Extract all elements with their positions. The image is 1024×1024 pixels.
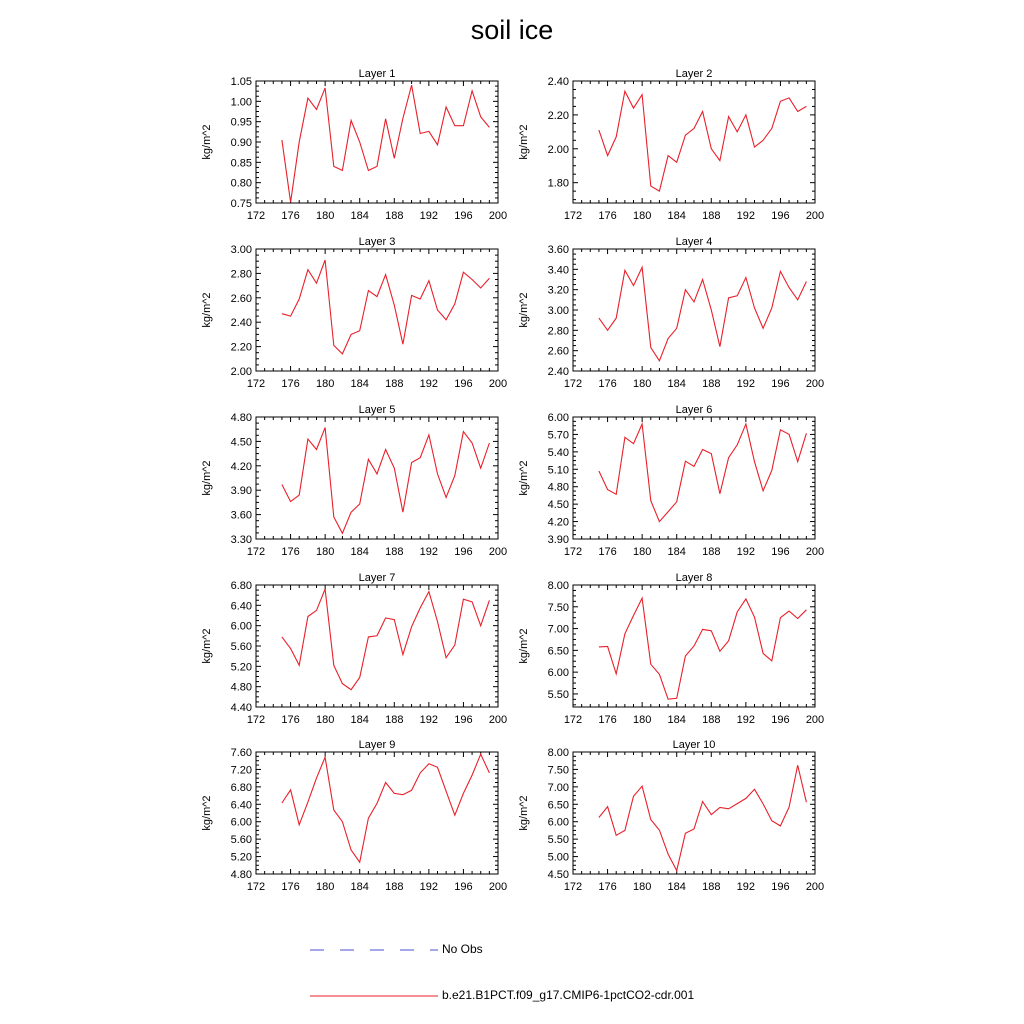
- panel-title: Layer 10: [672, 739, 716, 751]
- y-tick-label: 2.00: [230, 366, 252, 378]
- x-tick-label: 192: [736, 546, 756, 558]
- y-tick-label: 5.70: [547, 429, 569, 442]
- y-tick-label: 8.00: [547, 747, 569, 759]
- y-tick-label: 6.00: [547, 412, 569, 424]
- panel-title: Layer 4: [675, 236, 713, 248]
- x-tick-label: 176: [281, 378, 300, 390]
- x-tick-label: 176: [281, 546, 300, 558]
- y-tick-label: 6.80: [230, 781, 252, 794]
- y-tick-label: 0.85: [230, 157, 252, 170]
- panel-layer-9: [201, 739, 507, 893]
- x-tick-label: 200: [488, 210, 508, 222]
- x-tick-label: 180: [632, 210, 652, 222]
- legend-line-solid: [310, 988, 440, 1004]
- series-line: [282, 589, 490, 690]
- y-tick-label: 7.00: [547, 623, 569, 636]
- y-tick-label: 5.20: [230, 661, 252, 674]
- x-tick-label: 196: [771, 210, 790, 222]
- x-tick-label: 192: [736, 378, 756, 390]
- y-tick-label: 2.40: [547, 76, 569, 88]
- x-tick-label: 172: [246, 378, 266, 390]
- x-tick-label: 200: [805, 714, 825, 726]
- y-axis-label: kg/m^2: [201, 460, 213, 496]
- x-tick-label: 172: [246, 546, 266, 558]
- panel-title: Layer 6: [675, 404, 713, 416]
- x-tick-label: 196: [454, 210, 473, 222]
- y-tick-label: 5.50: [547, 688, 569, 701]
- plot-frame: [256, 585, 498, 707]
- plot-frame: [256, 417, 498, 539]
- x-tick-label: 176: [281, 881, 300, 893]
- x-tick-label: 176: [598, 881, 617, 893]
- y-tick-label: 0.90: [230, 137, 252, 149]
- x-tick-label: 200: [805, 881, 825, 893]
- x-tick-label: 184: [667, 546, 686, 558]
- y-tick-label: 0.75: [230, 198, 252, 210]
- y-tick-label: 3.60: [230, 509, 252, 522]
- x-tick-label: 188: [702, 546, 721, 558]
- y-tick-label: 2.40: [230, 317, 252, 330]
- y-tick-label: 6.00: [547, 667, 569, 680]
- y-tick-label: 3.60: [547, 244, 569, 256]
- x-tick-label: 196: [771, 881, 790, 893]
- figure-title: soil ice: [470, 15, 554, 45]
- y-tick-label: 3.00: [547, 305, 569, 317]
- y-axis-label: kg/m^2: [518, 124, 530, 160]
- y-tick-label: 3.00: [230, 244, 252, 256]
- x-tick-label: 180: [315, 881, 335, 893]
- y-tick-label: 5.40: [547, 446, 569, 459]
- y-tick-label: 2.40: [547, 366, 569, 378]
- panel-title: Layer 9: [358, 739, 396, 751]
- y-tick-label: 4.40: [230, 702, 252, 714]
- y-tick-label: 4.20: [547, 516, 569, 529]
- x-tick-label: 172: [563, 714, 583, 726]
- y-axis-label: kg/m^2: [201, 795, 213, 831]
- y-tick-label: 3.40: [547, 264, 569, 277]
- y-tick-label: 4.50: [547, 869, 569, 881]
- x-tick-label: 184: [350, 378, 369, 390]
- x-tick-label: 180: [315, 210, 335, 222]
- x-tick-label: 176: [598, 546, 617, 558]
- plot-frame: [256, 81, 498, 203]
- y-tick-label: 7.50: [547, 764, 569, 777]
- x-tick-label: 192: [419, 714, 439, 726]
- y-tick-label: 2.00: [547, 143, 569, 156]
- y-tick-label: 2.20: [230, 341, 252, 354]
- series-line: [599, 765, 807, 870]
- x-tick-label: 188: [702, 210, 721, 222]
- y-tick-label: 7.60: [230, 747, 252, 759]
- plot-frame: [573, 81, 815, 203]
- x-tick-label: 180: [315, 714, 335, 726]
- x-tick-label: 176: [281, 714, 300, 726]
- y-tick-label: 3.20: [547, 284, 569, 297]
- x-tick-label: 196: [454, 378, 473, 390]
- y-tick-label: 3.90: [547, 534, 569, 546]
- panel-title: Layer 1: [358, 68, 396, 80]
- series-line: [599, 267, 807, 361]
- panel-title: Layer 7: [358, 572, 396, 584]
- x-tick-label: 180: [632, 378, 652, 390]
- y-tick-label: 4.50: [547, 499, 569, 512]
- plot-frame: [256, 249, 498, 371]
- panel-layer-1: [201, 68, 507, 222]
- x-tick-label: 184: [350, 714, 369, 726]
- x-tick-label: 200: [488, 881, 508, 893]
- x-tick-label: 188: [385, 210, 404, 222]
- panel-layer-8: [518, 572, 824, 726]
- y-axis-label: kg/m^2: [518, 292, 530, 328]
- series-line: [282, 85, 490, 202]
- panel-layer-7: [201, 572, 507, 726]
- x-tick-label: 200: [805, 210, 825, 222]
- x-tick-label: 188: [702, 881, 721, 893]
- y-tick-label: 2.80: [547, 325, 569, 338]
- y-axis-label: kg/m^2: [518, 628, 530, 664]
- series-line: [282, 428, 490, 534]
- x-tick-label: 188: [385, 881, 404, 893]
- x-tick-label: 200: [488, 546, 508, 558]
- y-tick-label: 6.40: [230, 600, 252, 613]
- x-tick-label: 184: [667, 210, 686, 222]
- y-tick-label: 4.50: [230, 436, 252, 449]
- panel-layer-2: [518, 68, 824, 222]
- y-tick-label: 5.10: [547, 464, 569, 477]
- series-line: [599, 91, 807, 191]
- panel-layer-3: [201, 236, 507, 390]
- y-tick-label: 4.80: [230, 681, 252, 694]
- panel-title: Layer 3: [358, 236, 396, 248]
- y-tick-label: 4.80: [230, 412, 252, 424]
- x-tick-label: 176: [598, 378, 617, 390]
- y-tick-label: 4.20: [230, 460, 252, 473]
- y-axis-label: kg/m^2: [201, 292, 213, 328]
- panel-layer-10: [518, 739, 824, 893]
- y-tick-label: 5.60: [230, 641, 252, 653]
- x-tick-label: 196: [771, 378, 790, 390]
- y-tick-label: 0.95: [230, 116, 252, 129]
- x-tick-label: 172: [246, 714, 266, 726]
- y-tick-label: 0.80: [230, 177, 252, 190]
- y-tick-label: 4.80: [230, 869, 252, 881]
- x-tick-label: 192: [736, 210, 756, 222]
- y-tick-label: 5.50: [547, 834, 569, 847]
- x-tick-label: 172: [563, 210, 583, 222]
- y-tick-label: 6.00: [547, 816, 569, 829]
- x-tick-label: 184: [350, 881, 369, 893]
- x-tick-label: 176: [598, 210, 617, 222]
- x-tick-label: 184: [667, 881, 686, 893]
- x-tick-label: 188: [385, 378, 404, 390]
- x-tick-label: 172: [563, 378, 583, 390]
- panel-title: Layer 5: [358, 404, 396, 416]
- y-tick-label: 6.50: [547, 645, 569, 658]
- y-tick-label: 6.00: [230, 816, 252, 829]
- y-tick-label: 2.20: [547, 109, 569, 122]
- x-tick-label: 180: [315, 546, 335, 558]
- x-tick-label: 188: [702, 378, 721, 390]
- x-tick-label: 196: [454, 881, 473, 893]
- panel-title: Layer 8: [675, 572, 713, 584]
- panel-layer-5: [201, 404, 507, 558]
- x-tick-label: 188: [385, 714, 404, 726]
- x-tick-label: 184: [667, 714, 686, 726]
- x-tick-label: 192: [736, 881, 756, 893]
- legend-label-no-obs: No Obs: [442, 942, 483, 956]
- x-tick-label: 180: [632, 881, 652, 893]
- x-tick-label: 188: [385, 546, 404, 558]
- series-line: [599, 424, 807, 522]
- y-axis-label: kg/m^2: [201, 628, 213, 664]
- y-tick-label: 5.60: [230, 834, 252, 847]
- y-tick-label: 6.40: [230, 799, 252, 812]
- x-tick-label: 200: [805, 378, 825, 390]
- x-tick-label: 200: [488, 378, 508, 390]
- y-tick-label: 1.00: [230, 96, 252, 109]
- y-tick-label: 6.00: [230, 620, 252, 633]
- x-tick-label: 184: [350, 210, 369, 222]
- x-tick-label: 180: [632, 546, 652, 558]
- x-tick-label: 180: [315, 378, 335, 390]
- y-axis-label: kg/m^2: [201, 124, 213, 160]
- x-tick-label: 196: [771, 714, 790, 726]
- x-tick-label: 192: [419, 546, 439, 558]
- legend-label-model: b.e21.B1PCT.f09_g17.CMIP6-1pctCO2-cdr.001: [442, 988, 695, 1002]
- plot-frame: [256, 752, 498, 874]
- y-tick-label: 4.80: [547, 481, 569, 494]
- series-line: [599, 598, 807, 699]
- y-tick-label: 7.50: [547, 601, 569, 614]
- x-tick-label: 176: [598, 714, 617, 726]
- y-tick-label: 1.80: [547, 177, 569, 190]
- plot-frame: [573, 249, 815, 371]
- x-tick-label: 184: [667, 378, 686, 390]
- panel-layer-6: [518, 404, 824, 558]
- y-tick-label: 6.50: [547, 799, 569, 812]
- y-tick-label: 2.60: [547, 345, 569, 358]
- y-tick-label: 7.00: [547, 781, 569, 794]
- x-tick-label: 196: [454, 546, 473, 558]
- y-tick-label: 6.80: [230, 580, 252, 592]
- x-tick-label: 192: [419, 210, 439, 222]
- x-tick-label: 172: [246, 210, 266, 222]
- y-tick-label: 5.00: [547, 851, 569, 864]
- x-tick-label: 172: [563, 546, 583, 558]
- y-tick-label: 3.30: [230, 534, 252, 546]
- y-tick-label: 1.05: [230, 76, 252, 88]
- x-tick-label: 196: [771, 546, 790, 558]
- x-tick-label: 180: [632, 714, 652, 726]
- x-tick-label: 196: [454, 714, 473, 726]
- panel-layer-4: [518, 236, 824, 390]
- y-tick-label: 3.90: [230, 485, 252, 498]
- y-tick-label: 7.20: [230, 764, 252, 777]
- legend-line-dashed: [310, 942, 440, 958]
- x-tick-label: 172: [563, 881, 583, 893]
- x-tick-label: 200: [488, 714, 508, 726]
- x-tick-label: 192: [419, 378, 439, 390]
- x-tick-label: 172: [246, 881, 266, 893]
- y-tick-label: 8.00: [547, 580, 569, 592]
- x-tick-label: 200: [805, 546, 825, 558]
- y-tick-label: 2.80: [230, 268, 252, 281]
- y-axis-label: kg/m^2: [518, 460, 530, 496]
- x-tick-label: 188: [702, 714, 721, 726]
- x-tick-label: 192: [736, 714, 756, 726]
- x-tick-label: 192: [419, 881, 439, 893]
- x-tick-label: 176: [281, 210, 300, 222]
- y-tick-label: 5.20: [230, 851, 252, 864]
- series-line: [282, 260, 490, 354]
- y-axis-label: kg/m^2: [518, 795, 530, 831]
- y-tick-label: 2.60: [230, 292, 252, 305]
- series-line: [282, 754, 490, 862]
- x-tick-label: 184: [350, 546, 369, 558]
- panel-title: Layer 2: [675, 68, 713, 80]
